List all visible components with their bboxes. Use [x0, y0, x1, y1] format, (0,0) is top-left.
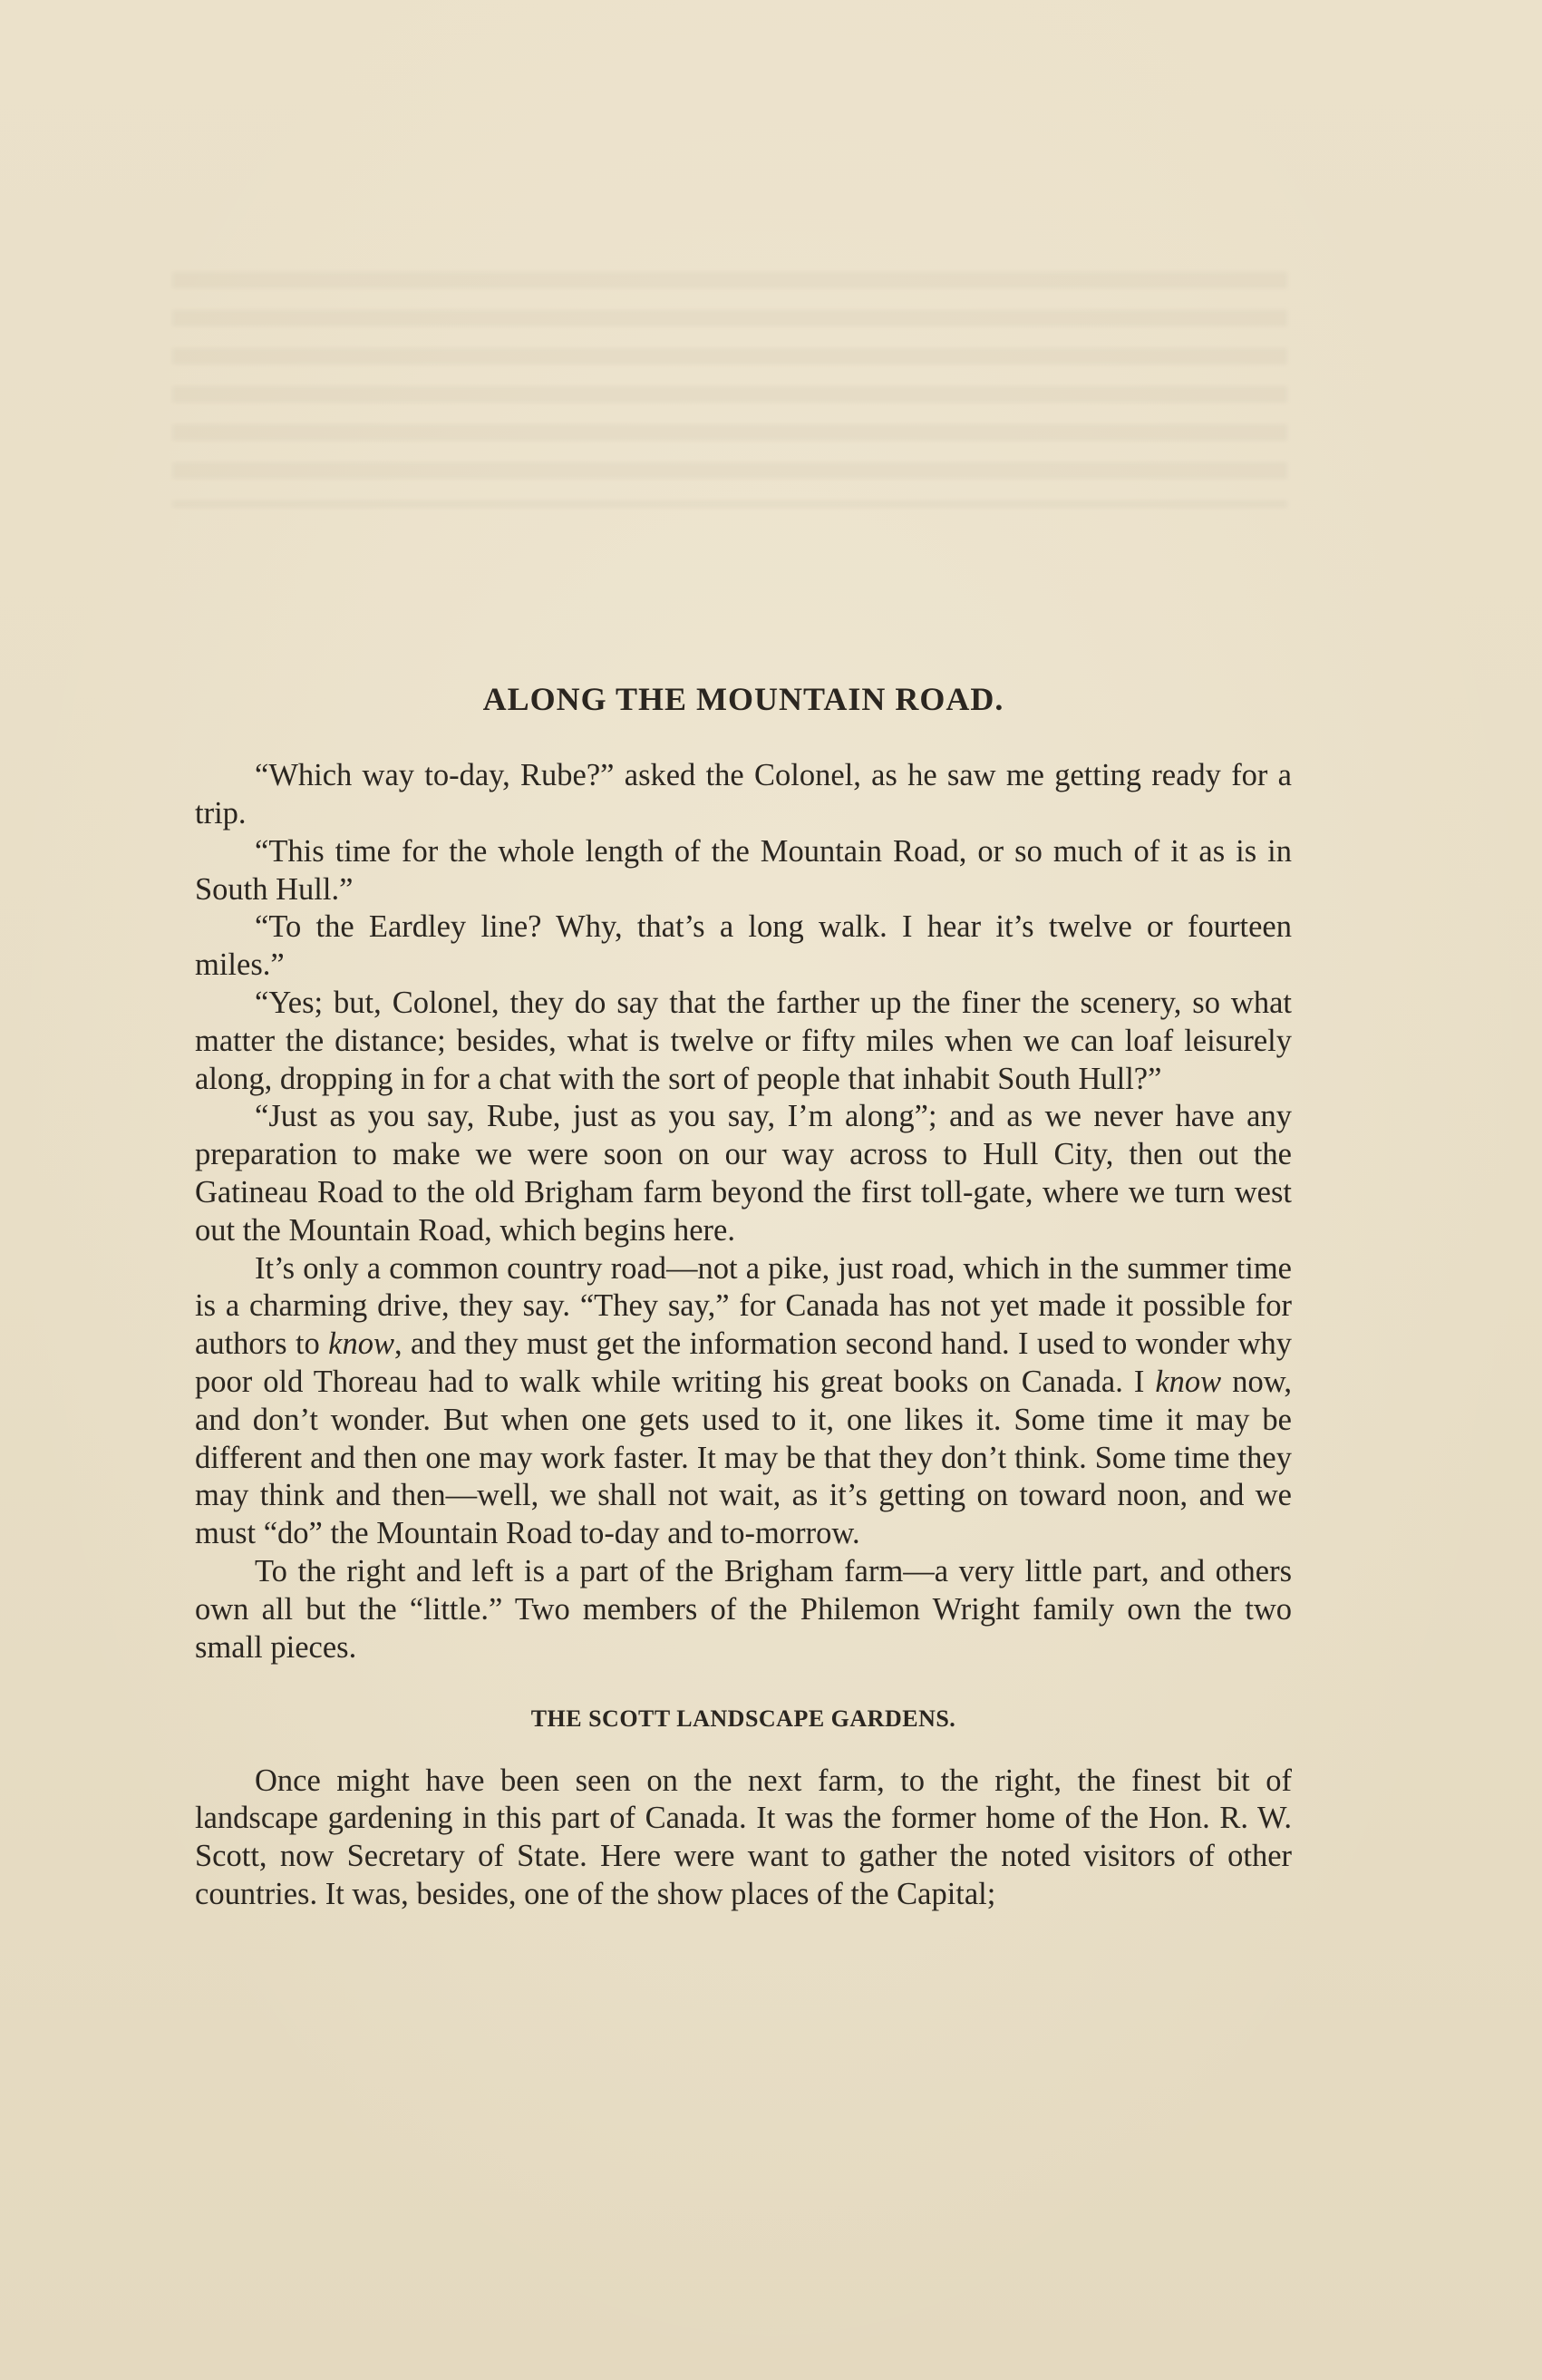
paragraph: “Just as you say, Rube, just as you say, I’m along”; and as we never have any preparation to make we were soon on our way across to Hull City, then out the Gatineau Road to the old Brigham farm beyond the first toll-gate, where we turn west out the Mountain Road, which begins here.: [195, 1099, 1292, 1248]
paragraph: To the right and left is a part of the Brigham farm—a very little part, and others own all but the “little.” Two members of the Philemon Wright family own the two small pieces.: [195, 1553, 1292, 1665]
paragraph: “This time for the whole length of the Mountain Road, or so much of it as is in South Hull.”: [195, 833, 1292, 907]
paragraph: “Yes; but, Colonel, they do say that the farther up the finer the scenery, so what matter the distance; besides, what is twelve or fifty miles when we can loaf leisurely along, dropping in for a chat with the sort of people that inhabit South Hull?”: [195, 985, 1292, 1096]
paragraph: “To the Eardley line? Why, that’s a long walk. I hear it’s twelve or fourteen miles.”: [195, 909, 1292, 983]
text-block: [195, 680, 1292, 1914]
text-run: It’s only a common country road—not a pike, just road, which in the summer time is a charming drive, they say. “They say,” for Canada has not yet made it possible for authors to: [195, 1250, 1292, 1362]
paragraph-with-italics: [195, 1250, 1292, 1553]
italic-word: know: [328, 1326, 394, 1362]
italic-word: know: [1155, 1364, 1222, 1399]
chapter-title: ALONG THE MOUNTAIN ROAD.: [482, 681, 1004, 717]
text-run: now, and don’t wonder. But when one gets used to it, one likes it. Some time it may be different and then one may work faster. It may be that they don’t think. Some time they may think and then—well, we shall not wait, as it’s getting on toward noon, and we must “do” the Mountain Road to-day and to-morrow.: [195, 1364, 1292, 1551]
paragraph: Once might have been seen on the next farm, to the right, the finest bit of landscape gardening in this part of Canada. It was the former home of the Hon. R. W. Scott, now Secretary of State. Here were want to gather the noted visitors of other countries. It was, besides, one of the show places of the Capital;: [195, 1763, 1292, 1911]
show-through-text: [172, 272, 1287, 508]
text-run: , and they must get the information second hand. I used to wonder why poor old Thoreau had to walk while writing his great books on Canada. I: [195, 1326, 1292, 1399]
section-heading: THE SCOTT LANDSCAPE GARDENS.: [530, 1705, 956, 1733]
paragraph: “Which way to-day, Rube?” asked the Colonel, as he saw me getting ready for a trip.: [195, 758, 1292, 831]
